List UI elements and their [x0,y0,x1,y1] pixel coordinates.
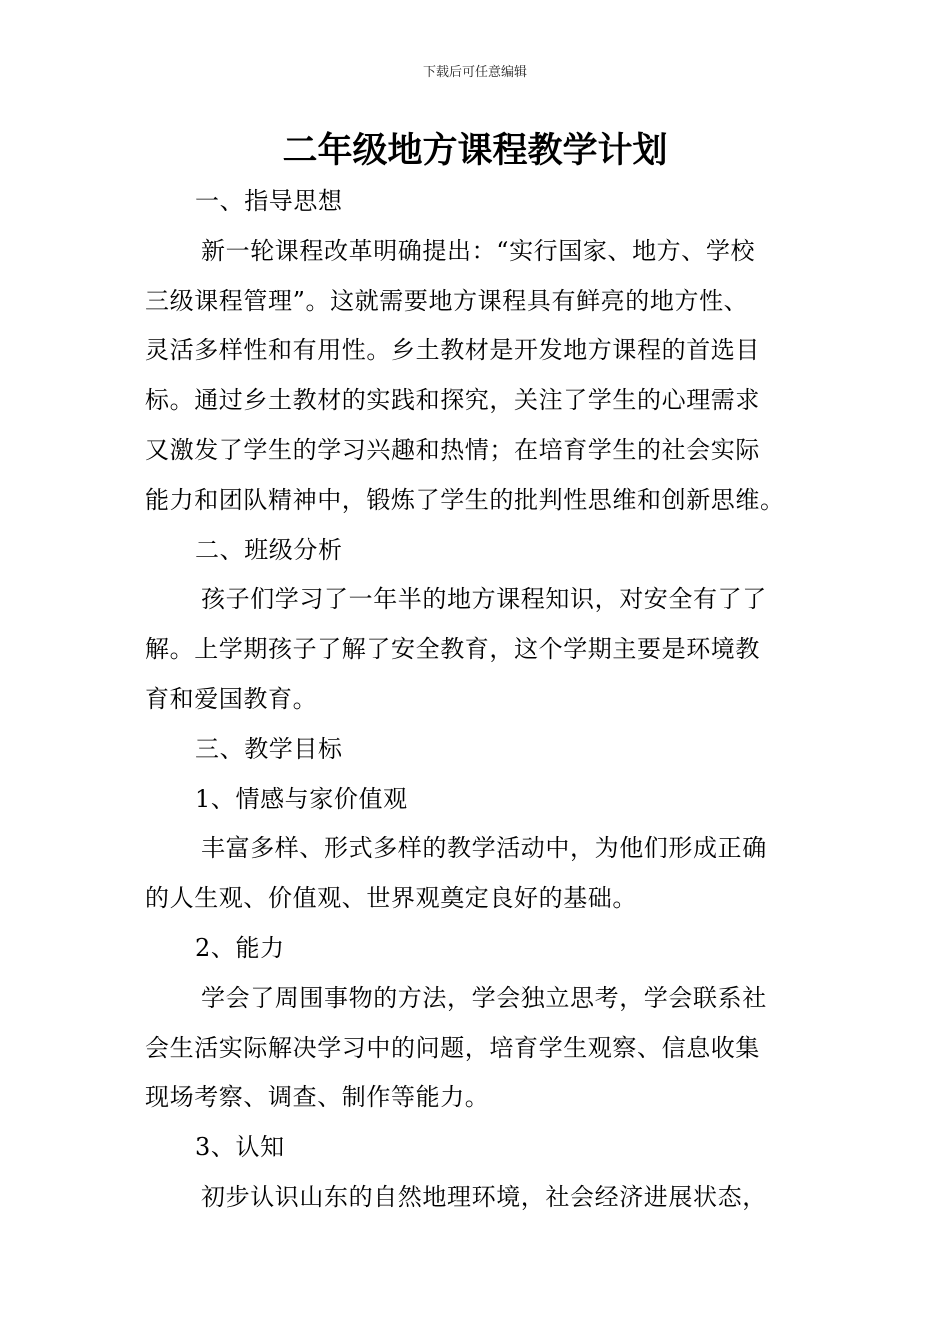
subheading-cognition: 3、认知 [195,1133,285,1162]
paragraph-line: 的人生观、价值观、世界观奠定良好的基础。 [145,884,637,913]
paragraph-line: 丰富多样、形式多样的教学活动中，为他们形成正确 [201,834,767,863]
document-title: 二年级地方课程教学计划 [282,131,668,171]
paragraph-line: 解。上学期孩子了解了安全教育，这个学期主要是环境教 [145,635,760,664]
paragraph-line: 会生活实际解决学习中的问题，培育学生观察、信息收集 [145,1033,760,1062]
paragraph-line: 灵活多样性和有用性。乡土教材是开发地方课程的首选目 [145,336,760,365]
paragraph-line: 现场考察、调查、制作等能力。 [145,1083,490,1112]
section-heading-guiding-ideology: 一、指导思想 [195,187,343,215]
section-heading-class-analysis: 二、班级分析 [195,535,343,564]
paragraph-line: 孩子们学习了一年半的地方课程知识，对安全有了了 [201,585,767,614]
paragraph-line: 又激发了学生的学习兴趣和热情；在培育学生的社会实际 [145,436,760,464]
paragraph-line: 新一轮课程改革明确提出：“实行国家、地方、学校 [201,236,756,265]
paragraph-line: 能力和团队精神中，锻炼了学生的批判性思维和创新思维。 [145,485,785,514]
paragraph-line: 学会了周围事物的方法，学会独立思考，学会联系社 [201,983,767,1012]
paragraph-line: 三级课程管理”。这就需要地方课程具有鲜亮的地方性、 [145,286,749,315]
subheading-emotion-values: 1、情感与家价值观 [195,784,408,813]
subheading-ability: 2、能力 [195,934,285,962]
paragraph-line: 标。通过乡土教材的实践和探究，关注了学生的心理需求 [145,386,760,415]
paragraph-line: 育和爱国教育。 [145,685,318,713]
header-note: 下载后可任意编辑 [422,65,527,80]
section-heading-teaching-goals: 三、教学目标 [195,734,343,763]
paragraph-line: 初步认识山东的自然地理环境，社会经济进展状态， [201,1183,767,1211]
